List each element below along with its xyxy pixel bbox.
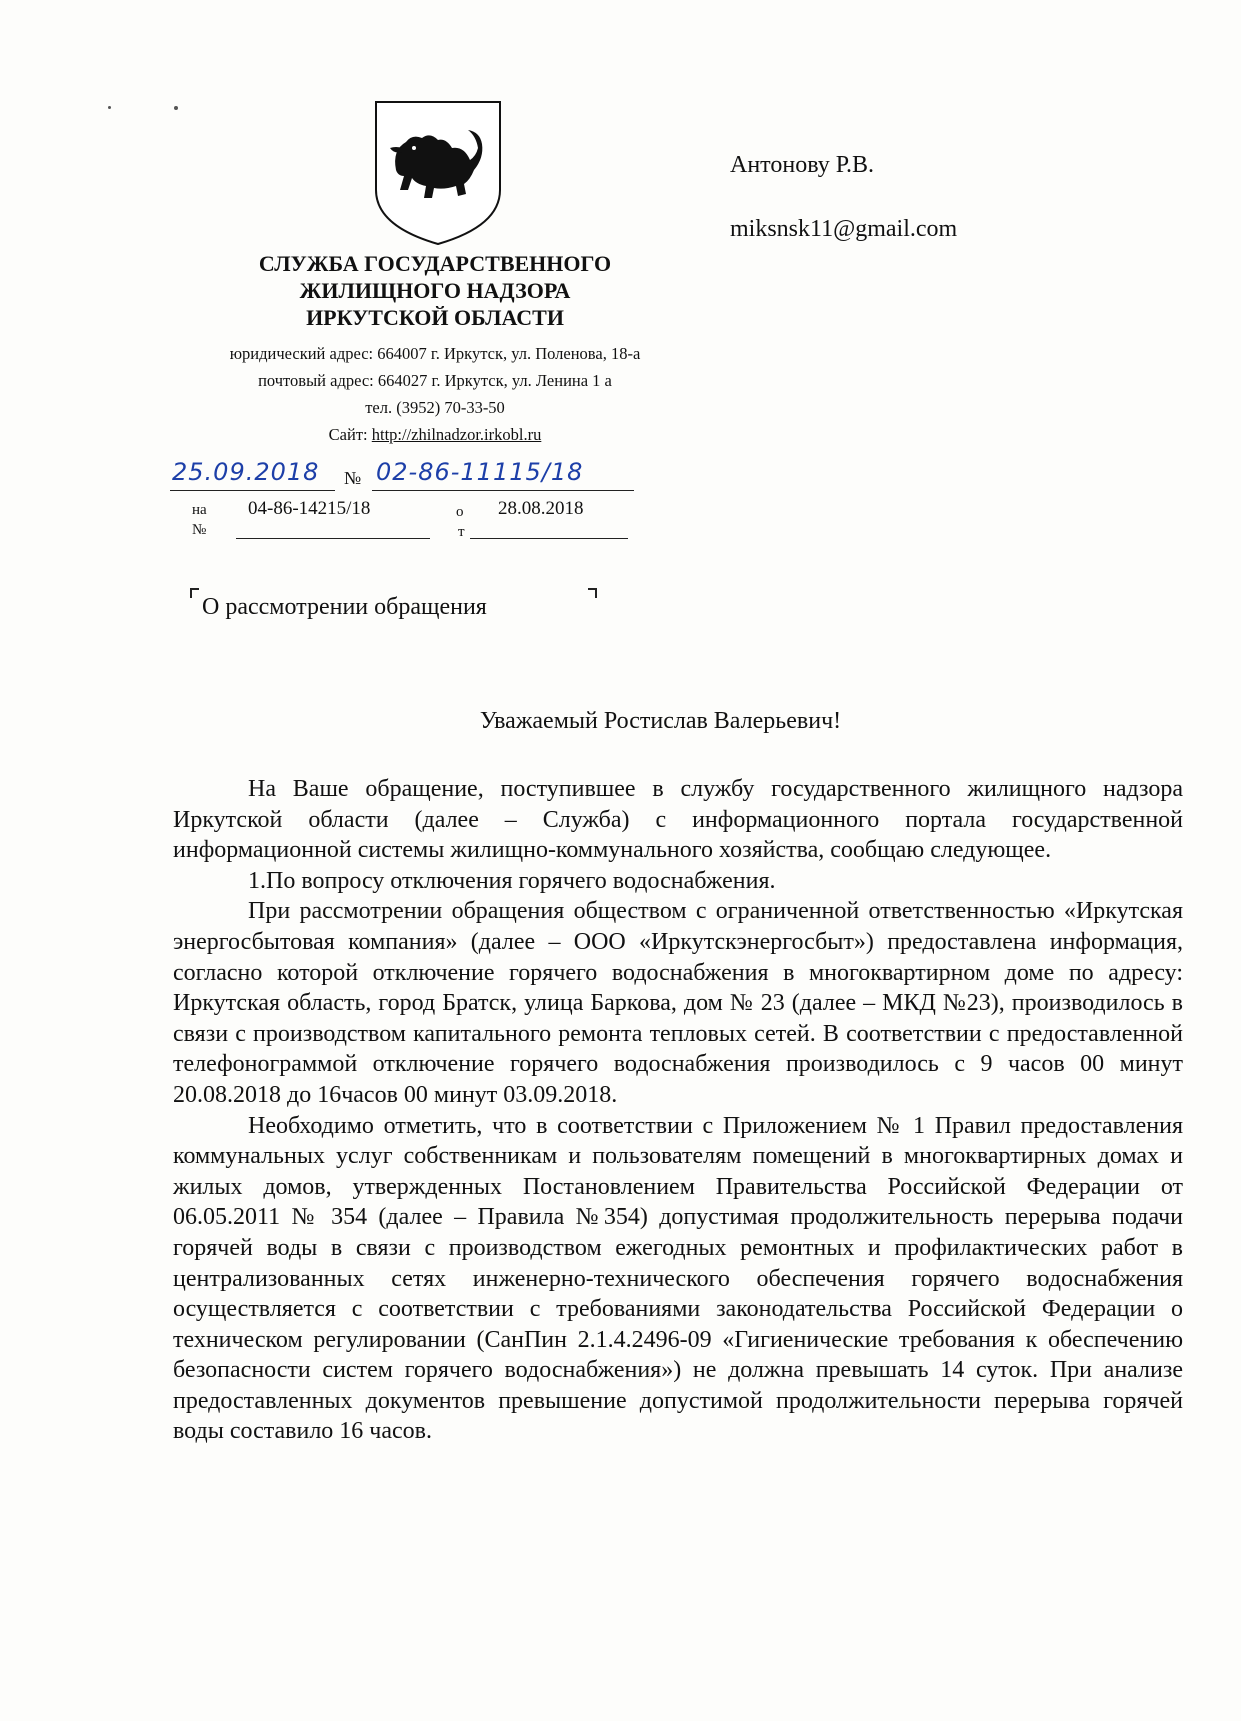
ref-label-t: т	[458, 524, 465, 540]
ref-label-no: №	[192, 522, 207, 538]
reference-number: 04-86-14215/18	[248, 498, 371, 519]
organization-name-line: ИРКУТСКОЙ ОБЛАСТИ	[306, 305, 564, 330]
scan-speck	[174, 106, 178, 110]
postal-address: почтовый адрес: 664027 г. Иркутск, ул. Ленина 1 а	[258, 371, 612, 390]
recipient-email: miksnsk11@gmail.com	[730, 216, 958, 242]
body-paragraph: При рассмотрении обращения обществом с ограниченной ответственностью «Иркутская энергосбытовая компания» (далее – ООО «Иркутскэнергосбыт») предоставлена информация, согласно которой отключение горячего водоснабжения в многоквартирном доме по адресу: Иркутская область, город Братск, улица Баркова, дом № 23 (далее – МКД №23), производилось в связи с производством капитального ремонта тепловых сетей. В соответствии с предоставленной телефонограммой отключение горячего водоснабжения производилось с 9 часов 00 минут 20.08.2018 до 16часов 00 минут 03.09.2018.	[173, 898, 1183, 1108]
legal-address: юридический адрес: 664007 г. Иркутск, ул. Поленова, 18-а	[229, 344, 641, 363]
reference-registration	[182, 498, 642, 542]
outgoing-registration	[170, 458, 640, 496]
reference-date: 28.08.2018	[498, 498, 584, 519]
number-label: №	[344, 468, 362, 488]
number-underline	[372, 490, 634, 491]
website-link[interactable]: http://zhilnadzor.irkobl.ru	[371, 425, 542, 444]
subject-block	[190, 588, 610, 628]
handwritten-date: 25.09.2018	[172, 458, 320, 486]
subject-line: О рассмотрении обращения	[202, 594, 487, 620]
recipient-name: Антонову Р.В.	[730, 152, 875, 178]
date-underline	[170, 490, 335, 491]
handwritten-number: 02-86-11115/18	[376, 458, 584, 486]
organization-contacts	[170, 340, 700, 448]
reference-date-underline	[470, 538, 628, 539]
recipient-block	[730, 133, 957, 261]
reference-number-underline	[236, 538, 430, 539]
coat-of-arms-emblem	[372, 98, 504, 248]
body-paragraph: На Ваше обращение, поступившее в службу государственного жилищного надзора Иркутской области (далее – Служба) с информационного портала государственной информационной системы жилищно-коммунального хозяйства, сообщаю следующее.	[173, 776, 1183, 864]
phone-number: тел. (3952) 70-33-50	[365, 398, 505, 417]
greeting: Уважаемый Ростислав Валерьевич!	[479, 708, 842, 734]
organization-name-line: СЛУЖБА ГОСУДАРСТВЕННОГО	[258, 251, 612, 276]
organization-name	[200, 250, 670, 331]
body-paragraph: 1.По вопросу отключения горячего водоснабжения.	[248, 867, 776, 894]
website-label: Сайт:	[328, 425, 372, 444]
ref-label-na: на	[192, 502, 207, 518]
ref-label-o: о	[456, 504, 464, 520]
scan-speck	[108, 106, 111, 109]
subject-bracket-right	[588, 588, 597, 598]
body-paragraph: Необходимо отметить, что в соответствии с Приложением № 1 Правил предоставления коммунальных услуг собственникам и пользователям помещений в многоквартирных домах и жилых домов, утвержденных Постановлением Правительства Российской Федерации от 06.05.2011 № 354 (далее – Правила №354) допустимая продолжительность перерыва подачи горячей воды в связи с производством ежегодных ремонтных и профилактических работ в централизованных сетях инженерно-технического обеспечения горячего водоснабжения осуществляется с соответствии с требованиями законодательства Российской Федерации о техническом регулировании (СанПин 2.1.4.2496-09 «Гигиенические требования к обеспечению безопасности систем горячего водоснабжения») не должна превышать 14 суток. При анализе предоставленных документов превышение допустимой продолжительности перерыва горячей воды составило 16 часов.	[173, 1112, 1183, 1445]
website-line	[170, 421, 700, 448]
subject-bracket-left	[190, 588, 199, 598]
organization-name-line: ЖИЛИЩНОГО НАДЗОРА	[299, 278, 571, 303]
letter-body	[173, 774, 1183, 1447]
